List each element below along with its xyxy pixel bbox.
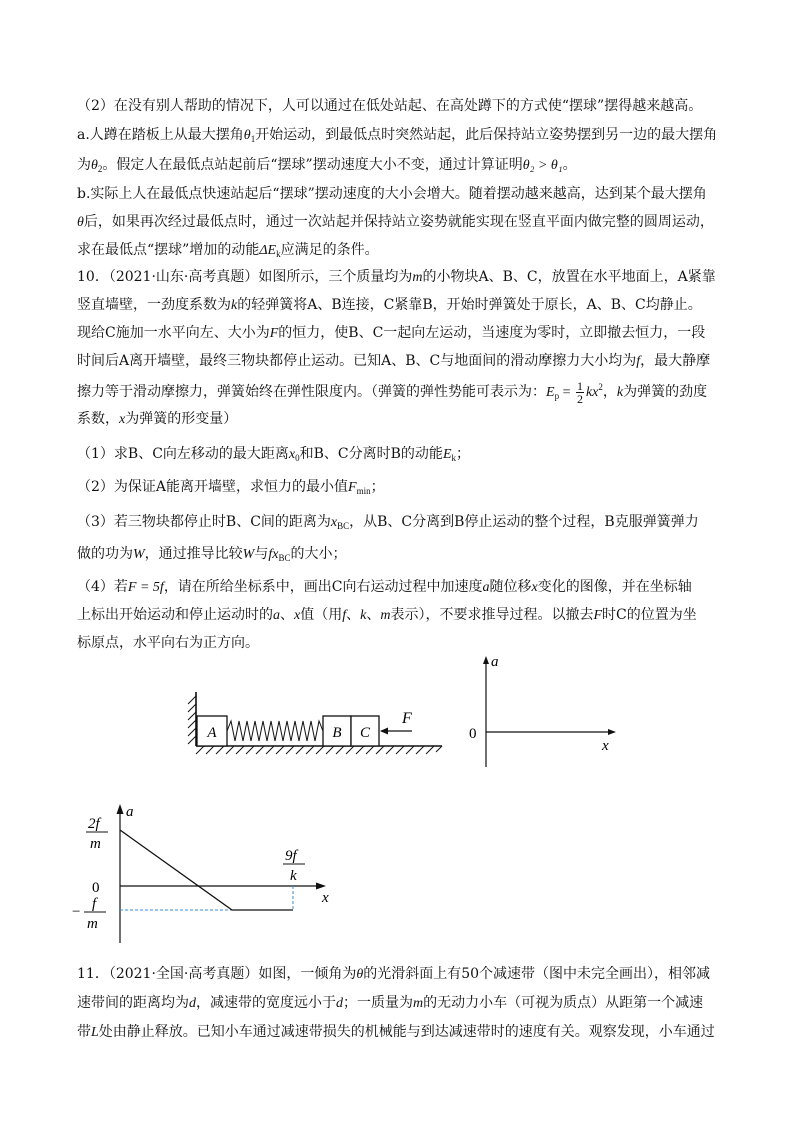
wall-hatch bbox=[188, 696, 196, 744]
origin-label: 0 bbox=[469, 726, 477, 742]
x-tick-end-den: k bbox=[290, 868, 297, 884]
ground-hatch bbox=[196, 746, 442, 754]
half-fraction: $\frac{1}{2}$ bbox=[576, 378, 583, 406]
q10-sub4-line3: 标原点，水平向右为正方向。 bbox=[77, 635, 259, 651]
block-c-label: C bbox=[359, 725, 371, 741]
blocks-spring-figure bbox=[180, 690, 450, 765]
answer-graph bbox=[60, 788, 350, 948]
y-tick-top-num: 2f bbox=[88, 816, 100, 832]
part2-intro: （2）在没有别人帮助的情况下，人可以通过在低处站起、在高处蹲下的方式使“摆球”摆得越来越高。 bbox=[77, 98, 703, 114]
a-axis-arrow bbox=[483, 656, 489, 664]
answer-origin-label: 0 bbox=[92, 880, 100, 896]
block-b-label: B bbox=[332, 725, 342, 741]
a-axis-label: a bbox=[491, 654, 499, 670]
answer-x-axis-label: x bbox=[322, 890, 329, 906]
q10-line2: 竖直墙壁，一劲度系数为k的轻弹簧将A、B连接，C紧靠B，开始时弹簧处于原长，A、B、C均静止。 bbox=[77, 297, 702, 313]
q10-line1: 10．（2021·山东·高考真题）如图所示，三个质量均为m的小物块A、B、C，放置在水平地面上，A紧靠 bbox=[77, 269, 716, 285]
q11-line1: 11．（2021·全国·高考真题）如图，一倾角为θ的光滑斜面上有50个减速带（图中未完全画出），相邻减 bbox=[77, 966, 711, 982]
q10-line4: 时间后A离开墙壁，最终三物块都停止运动。已知A、B、C与地面间的滑动摩擦力大小均为f，最大静摩 bbox=[77, 353, 711, 369]
part2-a-line1: a.人蹲在踏板上从最大摆角$\theta_1$开始运动，到最低点时突然站起，此后保持站立姿势摆到另一边的最大摆角 bbox=[77, 127, 718, 144]
answer-x-axis-arrow bbox=[316, 883, 326, 890]
force-arrow-head bbox=[380, 728, 388, 735]
part2-a-line2: 为$\theta_2$。假定人在最低点站起前后“摆球”摆动速度大小不变，通过计算证明θ₂ > θ₁。 bbox=[77, 157, 577, 174]
x-tick-end-num: 9f bbox=[285, 848, 297, 864]
empty-axes-figure bbox=[462, 652, 622, 772]
q11-line3: 带L处由静止释放。已知小车通过减速带损失的机械能与到达减速带时的速度有关。观察发现，小车通过 bbox=[77, 1024, 715, 1040]
y-tick-bot-sign: − bbox=[72, 904, 81, 920]
y-tick-bot-num: f bbox=[92, 896, 97, 912]
y-tick-top-den: m bbox=[90, 836, 101, 852]
part2-b-line1: b.实际上人在最低点快速站起后“摆球”摆动速度的大小会增大。随着摆动越来越高，达到某个最大摆角 bbox=[77, 186, 707, 202]
part2-b-line3: 求在最低点“摆球”增加的动能$\Delta E_k$应满足的条件。 bbox=[77, 242, 379, 259]
x-axis-label: x bbox=[602, 738, 609, 754]
force-label: F bbox=[402, 710, 412, 727]
q10-sub4-line2: 上标出开始运动和停止运动时的a、x值（用f、k、m表示），不要求推导过程。以撤去F时C的位置为坐 bbox=[77, 607, 697, 623]
q10-sub1: （1）求B、C向左移动的最大距离$x_0$和B、C分离时B的动能$E_k$； bbox=[77, 446, 470, 463]
spring bbox=[227, 721, 323, 741]
answer-a-axis-label: a bbox=[126, 804, 134, 820]
y-tick-bot-den: m bbox=[87, 916, 98, 932]
answer-a-axis-arrow bbox=[117, 804, 124, 814]
q10-line6: 系数，x为弹簧的形变量） bbox=[77, 411, 238, 427]
block-a-label: A bbox=[207, 725, 217, 741]
q10-sub4-line1: （4）若F = 5f，请在所给坐标系中，画出C向右运动过程中加速度a随位移x变化的图像，并在坐标轴 bbox=[77, 579, 692, 595]
q11-line2: 速带间的距离均为d，减速带的宽度远小于d；一质量为m的无动力小车（可视为质点）从距第一个减速 bbox=[77, 995, 704, 1011]
q10-sub3-line1: （3）若三物块都停止时B、C间的距离为$x_{BC}$，从B、C分离到B停止运动的整个过程，B克服弹簧弹力 bbox=[77, 514, 699, 531]
q10-line5: 擦力等于滑动摩擦力，弹簧始终在弹性限度内。（弹簧的弹性势能可表示为：$E_p$ = $\frac{1}{2}$ $kx^2$，k为弹簧的劲度 bbox=[77, 378, 708, 406]
a-x-graph-line bbox=[120, 830, 293, 910]
part2-b-line2: θ后，如果再次经过最低点时，通过一次站起并保持站立姿势就能实现在竖直平面内做完整的圆周运动， bbox=[77, 214, 714, 230]
q10-sub3-line2: 做的功为W，通过推导比较W与$fx_{BC}$的大小； bbox=[77, 546, 347, 563]
q10-sub2: （2）为保证A能离开墙壁，求恒力的最小值$F_{min}$； bbox=[77, 479, 385, 496]
x-axis-arrow bbox=[608, 729, 616, 735]
q10-line3: 现给C施加一水平向左、大小为F的恒力，使B、C一起向左运动，当速度为零时，立即撤去恒力，一段 bbox=[77, 325, 706, 341]
